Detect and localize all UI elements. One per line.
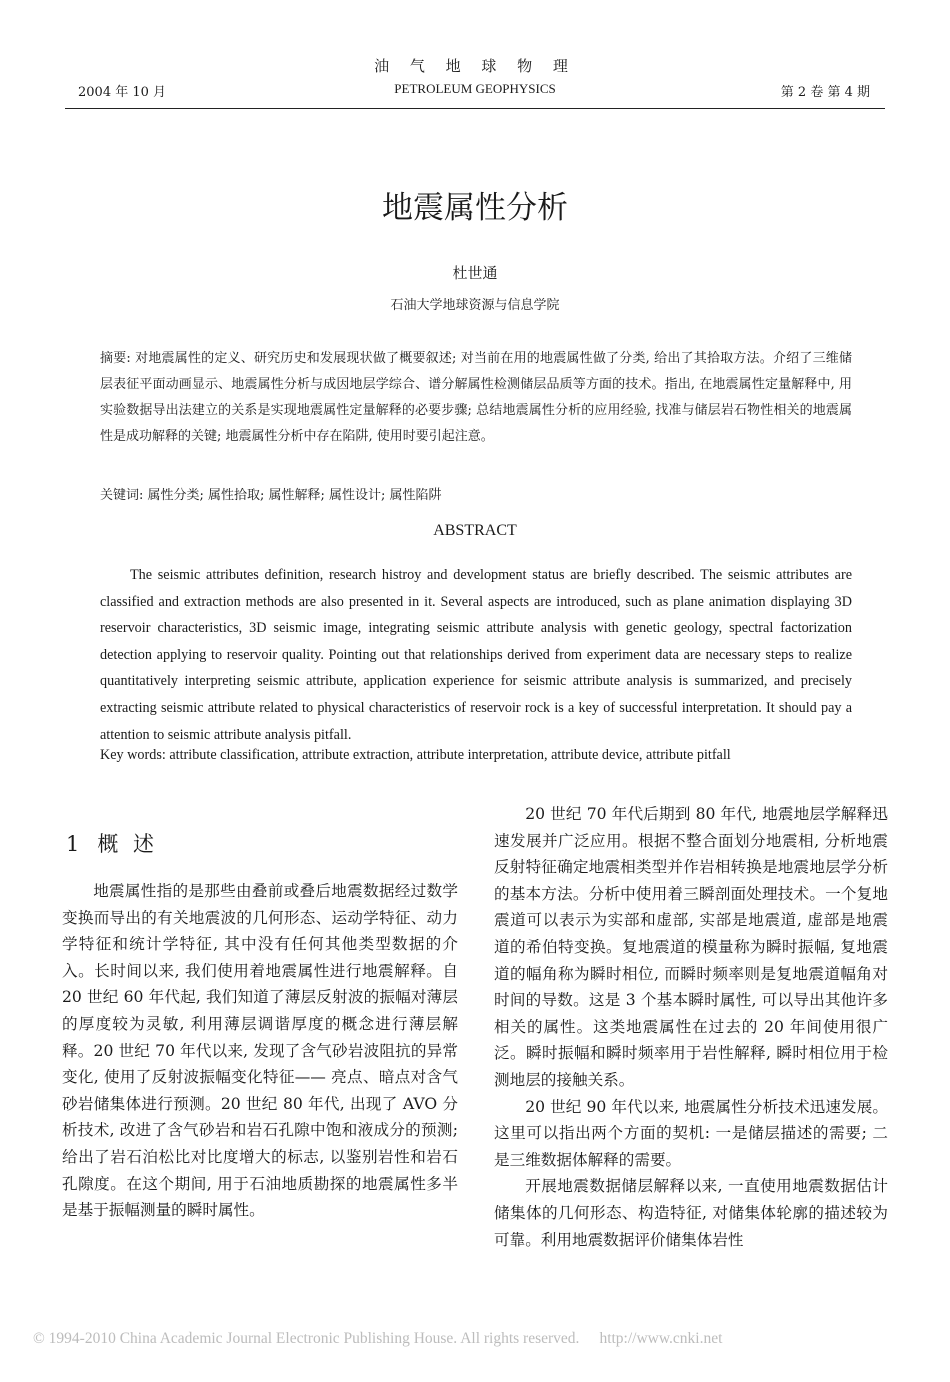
issue-date: 2004 年 10 月 <box>78 85 167 100</box>
cnki-link[interactable]: http://www.cnki.net <box>599 1330 723 1347</box>
copyright-text: © 1994-2010 China Academic Journal Electronic Publishing House. All rights reserved. <box>33 1330 580 1347</box>
header-rule <box>65 108 885 109</box>
left-column <box>62 878 458 1224</box>
abstract-cn: 摘要: 对地震属性的定义、研究历史和发展现状做了概要叙述; 对当前在用的地震属性做了分类, 给出了其拾取方法。介绍了三维储层表征平面动画显示、地震属性分析与成因地层学综合、谱分解属性检测储层品质等方面的技术。指出, 在地震属性定量解释中, 用实验数据导出法建立的关系是实现地震属性定量解释的必要步骤; 总结地震属性分析的应用经验, 找准与储层岩石物性相关的地震属性是成功解释的关键; 地震属性分析中存在陷阱, 使用时要引起注意。 <box>100 351 852 444</box>
keywords-cn: 关键词: 属性分类; 属性拾取; 属性解释; 属性设计; 属性陷阱 <box>100 488 442 503</box>
paragraph: 开展地震数据储层解释以来, 一直使用地震数据估计储集体的几何形态、构造特征, 对储集体轮廓的描述较为可靠。利用地震数据评价储集体岩性 <box>494 1177 888 1249</box>
paragraph: 20 世纪 90 年代以来, 地震属性分析技术迅速发展。这里可以指出两个方面的契机: 一是储层描述的需要; 二是三维数据体解释的需要。 <box>494 1097 888 1169</box>
keywords-en: Key words: attribute classification, attribute extraction, attribute interpretation, attribute device, attribute pitfall <box>100 747 731 763</box>
author-affiliation: 石油大学地球资源与信息学院 <box>390 298 560 313</box>
article-title: 地震属性分析 <box>382 190 568 226</box>
author-name: 杜世通 <box>452 264 498 282</box>
section-title: 概 述 <box>97 832 159 856</box>
paragraph: 地震属性指的是那些由叠前或叠后地震数据经过数学变换而导出的有关地震波的几何形态、运动学特征、动力学特征和统计学特征, 其中没有任何其他类型数据的介入。长时间以来, 我们使用着地震属性进行地震解释。自 20 世纪 60 年代起, 我们知道了薄层反射波的振幅对薄层的厚度较为灵敏, 利用薄层调谐厚度的概念进行薄层解释。20 世纪 70 年代以来, 发现了含气砂岩波阻抗的异常变化, 使用了反射波振幅变化特征—— 亮点、暗点对含气砂岩储集体进行预测。20 世纪 80 年代, 出现了 AVO 分析技术, 改进了含气砂岩和岩石孔隙中饱和液成分的预测; 给出了岩石泊松比对比度增大的标志, 以鉴别岩性和岩石孔隙度。在这个期间, 用于石油地质勘探的地震属性多半是基于振幅测量的瞬时属性。 <box>62 882 458 1220</box>
abstract-en: The seismic attributes definition, research histroy and development status are briefly described. The seismic attributes are classified and extraction methods are also presented in it. Several aspects are introduced, such as plane animation displaying 3D reservoir characteristics, 3D seismic image, integrating seismic attribute analysis with genetic geology, spectral factorization detection applying to reservoir quality. Pointing out that relationships derived from experiment data are necessary steps to realize quantitatively interpreting seismic attribute, application experience for seismic attribute analysis is summarized, and precisely extracting seismic attribute related to physical characteristics of reservoir rock is a key of successful interpretation. It should pay a attention to seismic attribute analysis pitfall. <box>100 567 852 743</box>
volume-issue: 第 2 卷 第 4 期 <box>780 85 870 100</box>
paragraph: 20 世纪 70 年代后期到 80 年代, 地震地层学解释迅速发展并广泛应用。根据不整合面划分地震相, 分析地震反射特征确定地震相类型并作岩相转换是地震地层学分析的基本方法。分析中使用着三瞬剖面处理技术。一个复地震道可以表示为实部和虚部, 实部是地震道, 虚部是地震道的希伯特变换。复地震道的模量称为瞬时振幅, 复地震道的幅角称为瞬时相位, 而瞬时频率则是复地震道幅角对时间的导数。这是 3 个基本瞬时属性, 可以导出其他许多相关的属性。这类地震属性在过去的 20 年间使用很广泛。瞬时振幅和瞬时频率用于岩性解释, 瞬时相位用于检测地层的接触关系。 <box>494 805 888 1089</box>
section-heading <box>66 828 158 858</box>
copyright-footer <box>33 1330 923 1348</box>
abstract-heading: ABSTRACT <box>433 522 517 539</box>
section-number: 1 <box>66 832 84 856</box>
journal-name-en: PETROLEUM GEOPHYSICS <box>394 81 556 96</box>
journal-name-cn: 油 气 地 球 物 理 <box>374 57 576 75</box>
right-column <box>494 801 888 1253</box>
